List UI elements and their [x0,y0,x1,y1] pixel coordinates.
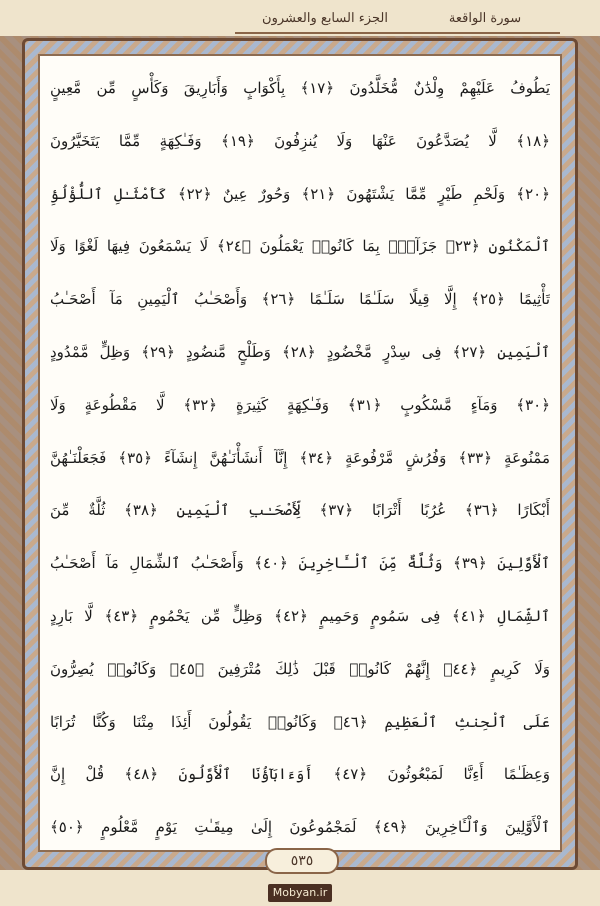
verse-line: ﴿٣٠﴾ وَمَآءٍ مَّسْكُوبٍ ﴿٣١﴾ وَفَـٰكِهَةٍ كَثِيرَةٍ ﴿٣٢﴾ لَّا مَقْطُوعَةٍ وَلَا [50,395,550,414]
surah-title: سورة الواقعة [410,6,560,34]
verse-line: ﴿٢٠﴾ وَلَحْمِ طَيْرٍ مِّمَّا يَشْتَهُونَ ﴿٢١﴾ وَحُورٌ عِينٌ ﴿٢٢﴾ كَأَمْثَـٰلِ ٱللُّؤْلُؤِ [50,184,550,203]
verse-lines [50,62,550,854]
verse-line: ٱلْيَمِينِ ﴿٢٧﴾ فِى سِدْرٍ مَّخْضُودٍ ﴿٢٨﴾ وَطَلْحٍ مَّنضُودٍ ﴿٢٩﴾ وَظِلٍّ مَّمْدُودٍ [50,342,550,361]
verse-line: يَطُوفُ عَلَيْهِمْ وِلْدَٰنٌ مُّخَلَّدُونَ ﴿١٧﴾ بِأَكْوَابٍ وَأَبَارِيقَ وَكَأْسٍ مِّن مَّعِينٍ [50,79,550,97]
header-bar [0,0,600,36]
verse-line: وَعِظَـٰمًا أَءِنَّا لَمَبْعُوثُونَ ﴿٤٧﴾ أَوَءَابَآؤُنَا ٱلْأَوَّلُونَ ﴿٤٨﴾ قُلْ إِنَّ [50,765,550,784]
verse-line: عَلَى ٱلْحِنثِ ٱلْعَظِيمِ ﴿٤٦﴾ وَكَانُوا۟ يَقُولُونَ أَئِذَا مِتْنَا وَكُنَّا تُرَابًا [50,712,550,731]
verse-line: تَأْثِيمًا ﴿٢٥﴾ إِلَّا قِيلًا سَلَـٰمًا سَلَـٰمًا ﴿٢٦﴾ وَأَصْحَـٰبُ ٱلْيَمِينِ مَآ أَصْحَـٰبُ [50,290,550,309]
verse-line: ٱلْأَوَّلِينَ وَٱلْـَٔاخِرِينَ ﴿٤٩﴾ لَمَجْمُوعُونَ إِلَىٰ مِيقَـٰتِ يَوْمٍ مَّعْلُومٍ ﴿٥٠﴾ [50,818,550,837]
mushaf-page [38,54,562,852]
verse-line: ﴿١٨﴾ لَّا يُصَدَّعُونَ عَنْهَا وَلَا يُنزِفُونَ ﴿١٩﴾ وَفَـٰكِهَةٍ مِّمَّا يَتَخَيَّرُونَ [50,131,550,150]
verse-line: ٱلشِّمَالِ ﴿٤١﴾ فِى سَمُومٍ وَحَمِيمٍ ﴿٤٢﴾ وَظِلٍّ مِّن يَحْمُومٍ ﴿٤٣﴾ لَّا بَارِدٍ [50,606,550,625]
juz-title: الجزء السابع والعشرون [235,6,415,34]
watermark: Mobyan.ir [268,884,332,902]
page-number: ٥٣٥ [265,848,339,874]
verse-line: ٱلْأَوَّلِينَ ﴿٣٩﴾ وَثُلَّةٌ مِّنَ ٱلْـَٔاخِرِينَ ﴿٤٠﴾ وَأَصْحَـٰبُ ٱلشِّمَالِ مَآ أَصْحَـٰبُ [50,554,550,573]
verse-line: مَمْنُوعَةٍ ﴿٣٣﴾ وَفُرُشٍ مَّرْفُوعَةٍ ﴿٣٤﴾ إِنَّآ أَنشَأْنَـٰهُنَّ إِنشَآءً ﴿٣٥﴾ فَجَعَلْنَـٰهُنَّ [50,448,550,467]
verse-line: أَبْكَارًا ﴿٣٦﴾ عُرُبًا أَتْرَابًا ﴿٣٧﴾ لِّأَصْحَـٰبِ ٱلْيَمِينِ ﴿٣٨﴾ ثُلَّةٌ مِّنَ [50,501,550,520]
verse-line: وَلَا كَرِيمٍ ﴿٤٤﴾ إِنَّهُمْ كَانُوا۟ قَبْلَ ذَٰلِكَ مُتْرَفِينَ ﴿٤٥﴾ وَكَانُوا۟ يُصِرُّونَ [50,659,550,678]
verse-line: ٱلْمَكْنُونِ ﴿٢٣﴾ جَزَآءًۢ بِمَا كَانُوا۟ يَعْمَلُونَ ﴿٢٤﴾ لَا يَسْمَعُونَ فِيهَا لَغْوًا وَلَا [50,237,550,256]
